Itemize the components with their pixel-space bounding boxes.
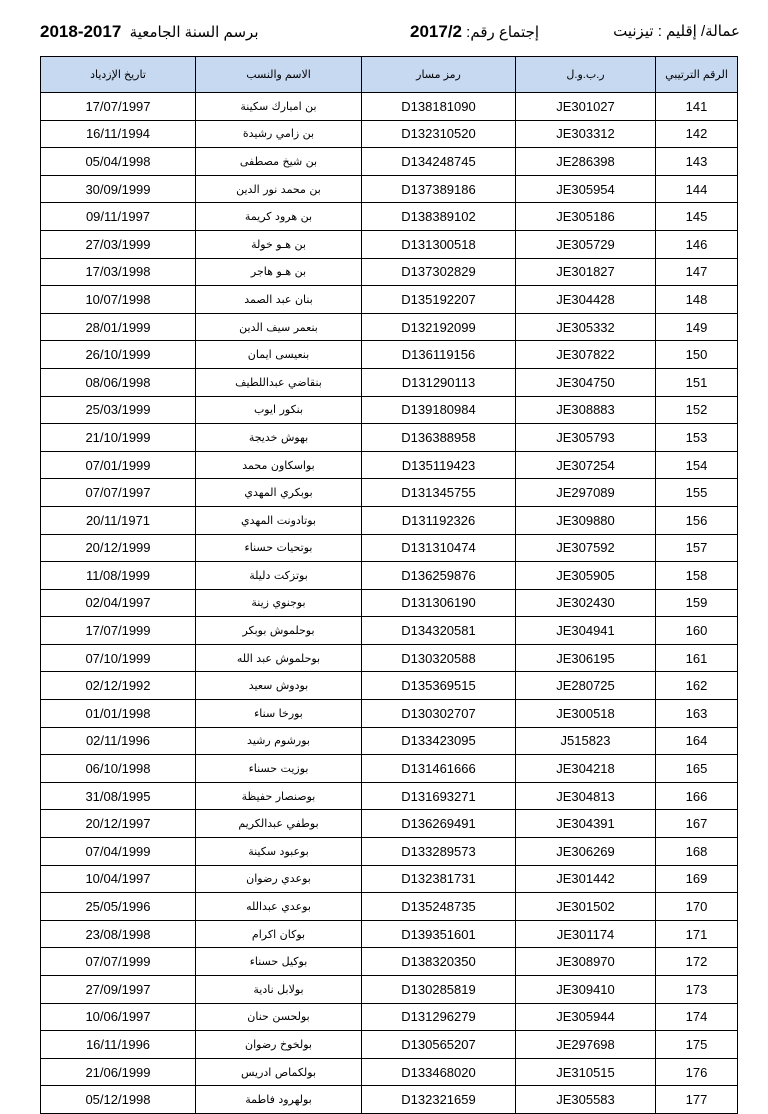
- number-cell: 148: [656, 286, 738, 314]
- academic-year-value: 2018-2017: [40, 22, 122, 41]
- dob-cell: 07/01/1999: [41, 451, 196, 479]
- massar-cell: D135248735: [362, 893, 516, 921]
- name-cell: بولحسن حنان: [196, 1003, 362, 1031]
- table-row: [41, 644, 738, 672]
- region-label: عمالة/ إقليم : تيزنيت: [613, 23, 740, 40]
- massar-cell: D130285819: [362, 976, 516, 1004]
- table-row: [41, 341, 738, 369]
- number-cell: 156: [656, 506, 738, 534]
- name-cell: بوتادونت المهدي: [196, 506, 362, 534]
- massar-cell: D133423095: [362, 727, 516, 755]
- name-cell: بن امبارك سكينة: [196, 93, 362, 121]
- dob-cell: 07/07/1999: [41, 948, 196, 976]
- dob-cell: 06/10/1998: [41, 755, 196, 783]
- cin-cell: JE304941: [516, 617, 656, 645]
- cin-cell: JE305332: [516, 313, 656, 341]
- number-cell: 163: [656, 700, 738, 728]
- cin-cell: JE304218: [516, 755, 656, 783]
- cin-cell: JE304391: [516, 810, 656, 838]
- table-row: [41, 1031, 738, 1059]
- name-cell: بوطفي عبدالكريم: [196, 810, 362, 838]
- number-cell: 164: [656, 727, 738, 755]
- dob-cell: 28/01/1999: [41, 313, 196, 341]
- number-cell: 172: [656, 948, 738, 976]
- cin-cell: JE286398: [516, 148, 656, 176]
- cin-cell: JE302430: [516, 589, 656, 617]
- cin-cell: JE301027: [516, 93, 656, 121]
- massar-cell: D132321659: [362, 1086, 516, 1114]
- table-row: [41, 617, 738, 645]
- dob-cell: 16/11/1996: [41, 1031, 196, 1059]
- table-row: [41, 148, 738, 176]
- dob-cell: 02/11/1996: [41, 727, 196, 755]
- dob-cell: 26/10/1999: [41, 341, 196, 369]
- name-cell: بنقاضي عبداللطيف: [196, 368, 362, 396]
- massar-cell: D137302829: [362, 258, 516, 286]
- dob-cell: 11/08/1999: [41, 562, 196, 590]
- table-row: [41, 1003, 738, 1031]
- name-cell: بوعبود سكينة: [196, 838, 362, 866]
- table-row: [41, 1086, 738, 1114]
- cin-cell: JE305944: [516, 1003, 656, 1031]
- name-cell: بوحلموش عبد الله: [196, 644, 362, 672]
- academic-year-label: برسم السنة الجامعية: [129, 24, 259, 41]
- name-cell: بن شيخ مصطفى: [196, 148, 362, 176]
- cin-cell: JE306269: [516, 838, 656, 866]
- table-row: [41, 506, 738, 534]
- cin-cell: JE305729: [516, 230, 656, 258]
- name-cell: بن هـو هاجر: [196, 258, 362, 286]
- cin-cell: JE297089: [516, 479, 656, 507]
- table-row: [41, 120, 738, 148]
- table-row: [41, 782, 738, 810]
- table-row: [41, 893, 738, 921]
- name-cell: بودوش سعيد: [196, 672, 362, 700]
- number-cell: 149: [656, 313, 738, 341]
- massar-cell: D138389102: [362, 203, 516, 231]
- cin-cell: JE304813: [516, 782, 656, 810]
- name-cell: بنعمر سيف الدين: [196, 313, 362, 341]
- massar-cell: D134248745: [362, 148, 516, 176]
- massar-cell: D130302707: [362, 700, 516, 728]
- number-cell: 145: [656, 203, 738, 231]
- cin-cell: JE305186: [516, 203, 656, 231]
- massar-cell: D139180984: [362, 396, 516, 424]
- table-row: [41, 700, 738, 728]
- dob-cell: 16/11/1994: [41, 120, 196, 148]
- dob-cell: 01/01/1998: [41, 700, 196, 728]
- table-row: [41, 424, 738, 452]
- name-cell: بوعدي رضوان: [196, 865, 362, 893]
- cin-cell: J515823: [516, 727, 656, 755]
- meeting-number: 2017/2: [410, 22, 462, 41]
- cin-cell: JE306195: [516, 644, 656, 672]
- massar-cell: D131345755: [362, 479, 516, 507]
- massar-cell: D131306190: [362, 589, 516, 617]
- table-row: [41, 368, 738, 396]
- cin-cell: JE307822: [516, 341, 656, 369]
- massar-cell: D131290113: [362, 368, 516, 396]
- number-cell: 176: [656, 1058, 738, 1086]
- number-cell: 161: [656, 644, 738, 672]
- number-cell: 162: [656, 672, 738, 700]
- number-cell: 143: [656, 148, 738, 176]
- col-header-cin: ر.ب.و.ل: [516, 57, 656, 93]
- number-cell: 168: [656, 838, 738, 866]
- dob-cell: 07/04/1999: [41, 838, 196, 866]
- number-cell: 155: [656, 479, 738, 507]
- dob-cell: 20/12/1997: [41, 810, 196, 838]
- cin-cell: JE305954: [516, 175, 656, 203]
- name-cell: بوحلموش بوبكر: [196, 617, 362, 645]
- table-row: [41, 534, 738, 562]
- name-cell: بوبكري المهدي: [196, 479, 362, 507]
- number-cell: 152: [656, 396, 738, 424]
- table-row: [41, 230, 738, 258]
- cin-cell: JE305793: [516, 424, 656, 452]
- cin-cell: JE297698: [516, 1031, 656, 1059]
- table-row: [41, 396, 738, 424]
- cin-cell: JE305583: [516, 1086, 656, 1114]
- cin-cell: JE301827: [516, 258, 656, 286]
- cin-cell: JE309410: [516, 976, 656, 1004]
- table-row: [41, 313, 738, 341]
- dob-cell: 09/11/1997: [41, 203, 196, 231]
- dob-cell: 17/03/1998: [41, 258, 196, 286]
- table-row: [41, 976, 738, 1004]
- cin-cell: JE301174: [516, 920, 656, 948]
- table-row: [41, 203, 738, 231]
- dob-cell: 25/05/1996: [41, 893, 196, 921]
- name-cell: بن هـو خولة: [196, 230, 362, 258]
- table-row: [41, 93, 738, 121]
- dob-cell: 27/09/1997: [41, 976, 196, 1004]
- name-cell: بوتحيات حسناء: [196, 534, 362, 562]
- massar-cell: D131300518: [362, 230, 516, 258]
- name-cell: بن زامي رشيدة: [196, 120, 362, 148]
- massar-cell: D134320581: [362, 617, 516, 645]
- dob-cell: 07/07/1997: [41, 479, 196, 507]
- massar-cell: D136388958: [362, 424, 516, 452]
- massar-cell: D136259876: [362, 562, 516, 590]
- cin-cell: JE304750: [516, 368, 656, 396]
- name-cell: بورخا سناء: [196, 700, 362, 728]
- number-cell: 153: [656, 424, 738, 452]
- dob-cell: 02/04/1997: [41, 589, 196, 617]
- meeting-info: [410, 22, 539, 42]
- number-cell: 175: [656, 1031, 738, 1059]
- dob-cell: 17/07/1997: [41, 93, 196, 121]
- name-cell: بوزيت حسناء: [196, 755, 362, 783]
- massar-cell: D139351601: [362, 920, 516, 948]
- name-cell: بهوش خديجة: [196, 424, 362, 452]
- name-cell: بولابل نادية: [196, 976, 362, 1004]
- dob-cell: 07/10/1999: [41, 644, 196, 672]
- number-cell: 160: [656, 617, 738, 645]
- name-cell: بوصنصار حفيظة: [196, 782, 362, 810]
- dob-cell: 30/09/1999: [41, 175, 196, 203]
- massar-cell: D135369515: [362, 672, 516, 700]
- table-row: [41, 286, 738, 314]
- number-cell: 167: [656, 810, 738, 838]
- table-row: [41, 175, 738, 203]
- document-header: [40, 22, 740, 48]
- dob-cell: 17/07/1999: [41, 617, 196, 645]
- col-header-name: الاسم والنسب: [196, 57, 362, 93]
- cin-cell: JE308883: [516, 396, 656, 424]
- cin-cell: JE308970: [516, 948, 656, 976]
- academic-year: [40, 22, 259, 42]
- table-row: [41, 451, 738, 479]
- number-cell: 158: [656, 562, 738, 590]
- massar-cell: D130320588: [362, 644, 516, 672]
- dob-cell: 10/06/1997: [41, 1003, 196, 1031]
- cin-cell: JE280725: [516, 672, 656, 700]
- massar-cell: D135192207: [362, 286, 516, 314]
- cin-cell: JE305905: [516, 562, 656, 590]
- name-cell: بوجنوي زينة: [196, 589, 362, 617]
- cin-cell: JE301442: [516, 865, 656, 893]
- dob-cell: 10/04/1997: [41, 865, 196, 893]
- table-row: [41, 672, 738, 700]
- massar-cell: D131693271: [362, 782, 516, 810]
- name-cell: بولكماص ادريس: [196, 1058, 362, 1086]
- name-cell: بنان عبد الصمد: [196, 286, 362, 314]
- name-cell: بوتزكت دليلة: [196, 562, 362, 590]
- dob-cell: 05/04/1998: [41, 148, 196, 176]
- students-table: [40, 56, 738, 1114]
- dob-cell: 02/12/1992: [41, 672, 196, 700]
- number-cell: 154: [656, 451, 738, 479]
- massar-cell: D138181090: [362, 93, 516, 121]
- massar-cell: D137389186: [362, 175, 516, 203]
- name-cell: بوعدي عبدالله: [196, 893, 362, 921]
- dob-cell: 23/08/1998: [41, 920, 196, 948]
- number-cell: 170: [656, 893, 738, 921]
- meeting-label: إجتماع رقم:: [466, 24, 540, 41]
- table-row: [41, 838, 738, 866]
- cin-cell: JE307254: [516, 451, 656, 479]
- massar-cell: D132310520: [362, 120, 516, 148]
- dob-cell: 27/03/1999: [41, 230, 196, 258]
- number-cell: 159: [656, 589, 738, 617]
- massar-cell: D133289573: [362, 838, 516, 866]
- cin-cell: JE303312: [516, 120, 656, 148]
- table-row: [41, 562, 738, 590]
- name-cell: بن محمد نور الدين: [196, 175, 362, 203]
- number-cell: 165: [656, 755, 738, 783]
- massar-cell: D136119156: [362, 341, 516, 369]
- name-cell: بوكيل حسناء: [196, 948, 362, 976]
- cin-cell: JE300518: [516, 700, 656, 728]
- table-header-row: [41, 57, 738, 93]
- number-cell: 151: [656, 368, 738, 396]
- massar-cell: D136269491: [362, 810, 516, 838]
- table-row: [41, 258, 738, 286]
- dob-cell: 25/03/1999: [41, 396, 196, 424]
- cin-cell: JE310515: [516, 1058, 656, 1086]
- dob-cell: 20/12/1999: [41, 534, 196, 562]
- table-row: [41, 948, 738, 976]
- name-cell: بنعيسى ايمان: [196, 341, 362, 369]
- name-cell: بوكان اكرام: [196, 920, 362, 948]
- dob-cell: 05/12/1998: [41, 1086, 196, 1114]
- name-cell: بولهرود فاطمة: [196, 1086, 362, 1114]
- table-row: [41, 810, 738, 838]
- dob-cell: 31/08/1995: [41, 782, 196, 810]
- col-header-number: الرقم الترتيبي: [656, 57, 738, 93]
- number-cell: 173: [656, 976, 738, 1004]
- cin-cell: JE304428: [516, 286, 656, 314]
- massar-cell: D132381731: [362, 865, 516, 893]
- table-row: [41, 727, 738, 755]
- table-row: [41, 920, 738, 948]
- massar-cell: D131192326: [362, 506, 516, 534]
- number-cell: 177: [656, 1086, 738, 1114]
- name-cell: بن هرود كريمة: [196, 203, 362, 231]
- dob-cell: 21/06/1999: [41, 1058, 196, 1086]
- number-cell: 171: [656, 920, 738, 948]
- cin-cell: JE301502: [516, 893, 656, 921]
- massar-cell: D135119423: [362, 451, 516, 479]
- table-row: [41, 1058, 738, 1086]
- massar-cell: D132192099: [362, 313, 516, 341]
- name-cell: بواسكاون محمد: [196, 451, 362, 479]
- table-row: [41, 755, 738, 783]
- col-header-dob: تاريخ الإزدياد: [41, 57, 196, 93]
- dob-cell: 10/07/1998: [41, 286, 196, 314]
- number-cell: 147: [656, 258, 738, 286]
- massar-cell: D131310474: [362, 534, 516, 562]
- number-cell: 166: [656, 782, 738, 810]
- number-cell: 141: [656, 93, 738, 121]
- number-cell: 144: [656, 175, 738, 203]
- massar-cell: D138320350: [362, 948, 516, 976]
- name-cell: بورشوم رشيد: [196, 727, 362, 755]
- number-cell: 169: [656, 865, 738, 893]
- dob-cell: 20/11/1971: [41, 506, 196, 534]
- number-cell: 150: [656, 341, 738, 369]
- cin-cell: JE309880: [516, 506, 656, 534]
- cin-cell: JE307592: [516, 534, 656, 562]
- number-cell: 142: [656, 120, 738, 148]
- col-header-massar: رمز مسار: [362, 57, 516, 93]
- name-cell: بنكور ايوب: [196, 396, 362, 424]
- number-cell: 174: [656, 1003, 738, 1031]
- massar-cell: D131461666: [362, 755, 516, 783]
- massar-cell: D133468020: [362, 1058, 516, 1086]
- massar-cell: D130565207: [362, 1031, 516, 1059]
- table-row: [41, 865, 738, 893]
- name-cell: بولخوخ رضوان: [196, 1031, 362, 1059]
- dob-cell: 08/06/1998: [41, 368, 196, 396]
- number-cell: 146: [656, 230, 738, 258]
- massar-cell: D131296279: [362, 1003, 516, 1031]
- table-row: [41, 589, 738, 617]
- table-row: [41, 479, 738, 507]
- dob-cell: 21/10/1999: [41, 424, 196, 452]
- number-cell: 157: [656, 534, 738, 562]
